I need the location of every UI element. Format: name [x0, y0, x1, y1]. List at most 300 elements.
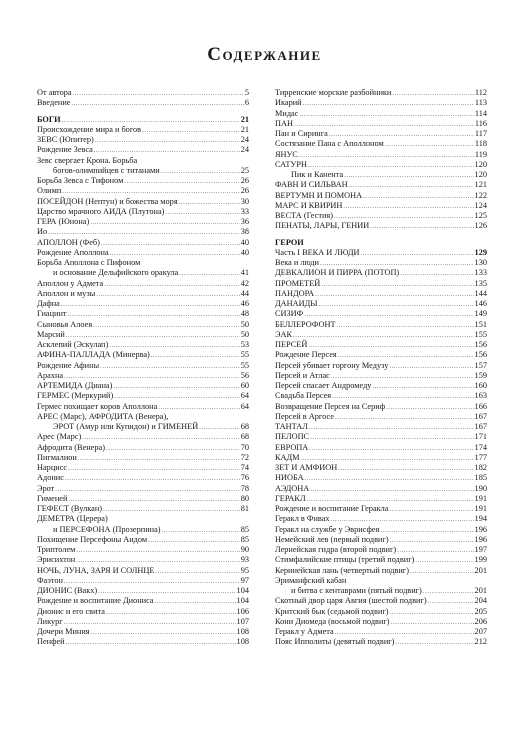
toc-entry [275, 443, 487, 453]
dot-leader [321, 280, 473, 290]
dot-leader [65, 474, 240, 484]
toc-entry-title: КАДМ [275, 452, 300, 462]
toc-entry-title: ЕВРОПА [275, 442, 309, 452]
toc-entry-title: ПЕРСЕЙ [275, 340, 308, 349]
toc-entry [37, 145, 249, 155]
toc-entry [37, 422, 249, 432]
toc-entry-title: Пик и Канента [291, 170, 344, 179]
toc-entry [275, 350, 487, 360]
toc-entry-page: 171 [474, 432, 487, 442]
toc-entry-page: 122 [474, 190, 487, 200]
toc-entry [275, 191, 487, 201]
toc-entry-page: 182 [474, 463, 487, 472]
toc-entry-page: 64 [240, 391, 249, 401]
toc-entry [37, 484, 249, 494]
dot-leader [386, 403, 473, 413]
toc-entry-page: 104 [236, 586, 249, 595]
toc-entry-title: Борьба Аполлона с Пифоном [37, 258, 141, 267]
toc-entry-title: Тирренские морские разбойники [275, 88, 392, 97]
toc-entry [275, 180, 487, 190]
dot-leader [343, 202, 473, 212]
toc-entry [37, 279, 249, 289]
toc-entry-title: Состязание Пана с Аполлоном [275, 139, 384, 149]
toc-entry-title: Лернейская гидра (второй подвиг) [275, 545, 397, 554]
toc-entry-page: 207 [474, 627, 487, 636]
toc-entry-title: ГЕРМЕС (Меркурий) [37, 391, 114, 401]
toc-entry [37, 258, 249, 268]
dot-leader [106, 608, 236, 618]
toc-entry-title: Дафна [37, 299, 60, 308]
toc-entry [275, 535, 487, 545]
toc-entry [37, 443, 249, 453]
toc-entry [275, 432, 487, 442]
toc-entry-page: 55 [240, 360, 249, 370]
toc-entry-title: и ПЕРСЕФОНА (Прозерпина) [53, 524, 161, 534]
toc-entry-page: 129 [474, 247, 487, 257]
toc-entry-title: АФИНА-ПАЛЛАДА (Минерва) [37, 350, 150, 360]
toc-entry-title: Геракл в Фивах [275, 514, 330, 524]
dot-leader [385, 140, 474, 150]
toc-entry [275, 268, 487, 278]
toc-entry-title: МАРС И КВИРИН [275, 200, 343, 210]
toc-entry [37, 504, 249, 514]
dot-leader [158, 403, 239, 413]
toc-entry [37, 176, 249, 186]
toc-entry-page: 44 [240, 288, 249, 298]
toc-entry-title: Пенфей [37, 637, 65, 647]
toc-entry-page: 30 [240, 196, 249, 206]
toc-entry-page: 41 [240, 268, 249, 278]
toc-entry-page: 112 [474, 88, 487, 97]
toc-entry-title: Керинейская лань (четвертый подвиг) [275, 565, 409, 575]
dot-leader [309, 444, 473, 454]
toc-entry-page: 204 [474, 596, 487, 606]
dot-leader [78, 454, 240, 464]
toc-entry-title: Рождение Зевса [37, 145, 93, 155]
toc-entry-page: 155 [474, 329, 487, 339]
toc-entry-title: АПОЛЛОН (Феб) [37, 237, 100, 247]
dot-leader [155, 567, 239, 577]
toc-entry [275, 555, 487, 565]
toc-entry-page: 124 [474, 200, 487, 210]
toc-entry-title: ЭРОТ (Амур или Купидон) и ГИМЕНЕЙ [53, 422, 199, 431]
toc-entry [275, 607, 487, 617]
toc-entry-title: Персей спасает Андромеду [275, 381, 372, 390]
toc-entry-page: 26 [240, 176, 249, 185]
dot-leader [363, 192, 473, 202]
toc-entry [37, 525, 249, 535]
toc-entry-title: Века и люди [275, 258, 319, 267]
toc-entry-page: 177 [474, 452, 487, 462]
toc-entry-page: 144 [474, 288, 487, 298]
toc-right-column [275, 88, 487, 648]
toc-entry-page: 191 [474, 504, 487, 513]
toc-entry-title: Аполлон и музы [37, 288, 96, 298]
dot-leader [148, 536, 240, 546]
toc-entry [37, 463, 249, 473]
dot-leader [179, 198, 240, 208]
dot-leader [155, 597, 236, 607]
dot-leader [410, 567, 474, 577]
toc-entry [275, 637, 487, 647]
dot-leader [76, 546, 239, 556]
toc-entry-title: ВЕРТУМН И ПОМОНА [275, 190, 363, 200]
toc-entry-title: ПАНДОРА [275, 288, 315, 298]
toc-entry [37, 156, 249, 166]
toc-entry-page: 72 [240, 452, 249, 462]
toc-entry-page: 201 [474, 565, 487, 575]
toc-entry-page: 205 [474, 606, 487, 616]
toc-entry-title: ПРОМЕТЕЙ [275, 278, 321, 288]
toc-entry-page: 190 [474, 483, 487, 493]
toc-entry [275, 566, 487, 576]
dot-leader [96, 290, 240, 300]
toc-entry-page: 199 [474, 555, 487, 565]
dot-leader [299, 151, 474, 161]
toc-entry-page: 212 [474, 637, 487, 647]
toc-entry-page: 121 [474, 180, 487, 190]
toc-entry [37, 125, 249, 135]
toc-entry [37, 340, 249, 350]
toc-entry-title: Персей и Атлас [275, 370, 330, 380]
toc-entry [37, 432, 249, 442]
toc-entry [37, 494, 249, 504]
toc-entry [275, 160, 487, 170]
toc-entry-title: ГЕРАКЛ [275, 493, 306, 503]
toc-entry-title: Афродита (Венера) [37, 442, 105, 452]
dot-leader [199, 423, 240, 433]
toc-entry [275, 422, 487, 432]
toc-entry-title: АРЕС (Марс), АФРОДИТА (Венера), [37, 411, 169, 421]
toc-entry-title: Зевс свергает Крона. Борьба [37, 155, 138, 165]
dot-leader [66, 638, 236, 648]
toc-entry [275, 617, 487, 627]
toc-entry [275, 109, 487, 119]
toc-entry-title: БЕЛЛЕРОФОНТ [275, 319, 336, 329]
dot-leader [68, 464, 240, 474]
toc-entry [37, 227, 249, 237]
toc-entry-title: ПЕЛОПС [275, 432, 310, 442]
toc-entry-page: 167 [474, 411, 487, 421]
toc-entry-title: Триптолем [37, 545, 76, 554]
toc-entry-title: и основание Дельфийского оракула [53, 268, 179, 278]
toc-entry-title: ДЕВКАЛИОН И ПИРРА (ПОТОП) [275, 268, 400, 278]
toc-entry [37, 412, 249, 422]
dot-leader [390, 505, 474, 515]
toc-entry-title: ПОСЕЙДОН (Нептун) и божества моря [37, 196, 178, 206]
toc-entry-page: 151 [474, 319, 487, 329]
toc-entry-title: Геракл на службе у Эврисфея [275, 524, 380, 534]
toc-entry [275, 627, 487, 637]
dot-leader [335, 413, 474, 423]
toc-entry-title: Стимфалийские птицы (третий подвиг) [275, 555, 415, 565]
toc-entry [275, 361, 487, 371]
toc-entry-page: 163 [474, 391, 487, 401]
toc-entry [275, 412, 487, 422]
toc-entry-title: Адонис [37, 473, 64, 483]
dot-leader [71, 99, 243, 109]
toc-entry-page: 56 [240, 370, 249, 380]
toc-entry-title: Скотный двор царя Авгия (шестой подвиг) [275, 596, 427, 606]
dot-leader [319, 300, 474, 310]
toc-entry-title: НОЧЬ, ЛУНА, ЗАРЯ И СОЛНЦЕ [37, 565, 155, 575]
toc-entry-page: 185 [474, 473, 487, 483]
toc-entry-title: ФАВН И СИЛЬВАН [275, 180, 348, 190]
toc-entry-page: 40 [240, 247, 249, 257]
toc-entry [275, 201, 487, 211]
toc-entry-page: 74 [240, 463, 249, 472]
dot-leader [165, 208, 239, 218]
toc-entry [275, 484, 487, 494]
toc-entry-title: АРТЕМИДА (Диана) [37, 381, 113, 390]
dot-leader [179, 269, 239, 279]
toc-entry-page: 95 [240, 565, 249, 575]
dot-leader [100, 362, 240, 372]
toc-entry [275, 586, 487, 596]
dot-leader [389, 362, 473, 372]
toc-entry-title: ГЕФЕСТ (Вулкан) [37, 504, 103, 513]
toc-entry [37, 268, 249, 278]
toc-entry [37, 320, 249, 330]
toc-entry [37, 545, 249, 555]
toc-entry-title: ПАН [275, 118, 293, 128]
toc-entry [37, 453, 249, 463]
toc-entry-title: Асклепий (Эскулап) [37, 340, 109, 349]
toc-entry-title: Аполлон у Адмета [37, 278, 104, 288]
toc-entry-page: 55 [240, 350, 249, 360]
dot-leader [390, 536, 474, 546]
toc-entry-page: 125 [474, 211, 487, 220]
toc-entry-title: Персей убивает горгону Медузу [275, 360, 389, 370]
toc-entry [37, 391, 249, 401]
toc-entry [275, 504, 487, 514]
toc-entry-title: богов-олимпийцев с титанами [53, 165, 160, 175]
dot-leader [162, 526, 240, 536]
toc-entry-page: 159 [474, 370, 487, 380]
dot-leader [370, 222, 473, 232]
toc-entry-page: 120 [474, 159, 487, 169]
toc-entry [37, 207, 249, 217]
toc-entry [275, 88, 487, 98]
dot-leader [101, 239, 240, 249]
toc-entry-title: Марсий [37, 329, 65, 339]
toc-entry [37, 586, 249, 596]
toc-entry-page: 201 [474, 586, 487, 595]
toc-entry-page: 93 [240, 555, 249, 565]
toc-entry-title: Гиацинт [37, 309, 67, 319]
toc-entry [37, 576, 249, 586]
toc-entry [37, 217, 249, 227]
toc-entry-page: 119 [474, 149, 487, 159]
toc-entry-title: Арахна [37, 370, 64, 380]
toc-entry-page: 135 [474, 278, 487, 288]
toc-entry-title: Гименей [37, 493, 68, 503]
toc-entry-page: 114 [474, 108, 487, 118]
toc-entry-page: 130 [474, 258, 487, 267]
dot-leader [161, 167, 240, 177]
dot-leader [82, 433, 240, 443]
toc-entry-page: 21 [240, 114, 249, 124]
toc-entry-page: 26 [240, 186, 249, 196]
toc-entry-page: 70 [240, 442, 249, 452]
toc-entry-page: 126 [474, 221, 487, 231]
toc-entry [37, 88, 249, 98]
dot-leader [372, 382, 473, 392]
dot-leader [55, 485, 239, 495]
toc-entry-page: 33 [240, 206, 249, 216]
dot-leader [293, 331, 474, 341]
toc-entry-title: Геракл у Адмета [275, 627, 334, 636]
toc-entry-title: Происхождение мира и богов [37, 124, 142, 134]
toc-entry-page: 196 [474, 524, 487, 534]
toc-entry-page: 156 [474, 350, 487, 360]
toc-entry [275, 98, 487, 108]
dot-leader [390, 608, 474, 618]
toc-entry-page: 108 [236, 627, 249, 636]
toc-entry-page: 117 [474, 129, 487, 138]
toc-entry-page: 50 [240, 319, 249, 329]
toc-entry [37, 330, 249, 340]
toc-entry-title: Эрот [37, 483, 55, 493]
toc-entry-page: 118 [474, 139, 487, 149]
toc-entry-title: Эрисихтон [37, 555, 76, 565]
toc-entry-title: Введение [37, 98, 71, 108]
toc-entry [275, 238, 487, 248]
toc-entry [275, 221, 487, 231]
toc-entry [37, 371, 249, 381]
toc-entry [37, 555, 249, 565]
toc-entry-title: Рождение и воспитание Геракла [275, 504, 389, 513]
dot-leader [95, 136, 240, 146]
dot-leader [305, 474, 474, 484]
toc-entry-title: БОГИ [37, 114, 61, 124]
dot-leader [68, 310, 240, 320]
toc-left-column [37, 88, 249, 648]
dot-leader [392, 89, 474, 99]
toc-entry [37, 402, 249, 412]
toc-entry [275, 139, 487, 149]
toc-entry-title: Пояс Ипполиты (девятый подвиг) [275, 637, 395, 647]
toc-entry-page: 48 [240, 309, 249, 319]
dot-leader [124, 177, 239, 187]
toc-entry-page: 97 [240, 575, 249, 585]
toc-entry-page: 60 [240, 381, 249, 390]
toc-entry [37, 627, 249, 637]
toc-entry [37, 381, 249, 391]
toc-entry-title: Пан и Сиринга [275, 129, 328, 138]
toc-entry-page: 197 [474, 545, 487, 554]
dot-leader [113, 382, 239, 392]
toc-entry-title: Царство мрачного АИДА (Плутона) [37, 206, 165, 216]
dot-leader [344, 171, 473, 181]
toc-entry [37, 135, 249, 145]
toc-entry-title: Ио [37, 227, 48, 237]
dot-leader [423, 587, 474, 597]
toc-entry [275, 211, 487, 221]
toc-entry-page: 90 [240, 545, 249, 554]
toc-entry-page: 85 [240, 534, 249, 544]
toc-entry-title: ЯНУС [275, 149, 298, 159]
toc-entry-page: 108 [236, 637, 249, 647]
toc-entry-title: Гермес похищает коров Аполлона [37, 401, 158, 411]
toc-entry [37, 197, 249, 207]
toc-entry [275, 248, 487, 258]
dot-leader [338, 464, 473, 474]
toc-entry-title: ЗЕВС (Юпитер) [37, 135, 94, 144]
toc-entry [275, 463, 487, 473]
toc-entry [37, 238, 249, 248]
toc-entry-page: 68 [240, 422, 249, 431]
dot-leader [104, 280, 240, 290]
toc-entry [37, 299, 249, 309]
dot-leader [395, 638, 473, 648]
dot-leader [309, 423, 474, 433]
toc-entry-page: 36 [240, 217, 249, 226]
toc-entry [275, 289, 487, 299]
toc-entry [37, 166, 249, 176]
toc-entry-page: 76 [240, 473, 249, 483]
toc-entry [37, 637, 249, 647]
toc-entry [275, 391, 487, 401]
toc-entry-title: Рождение Персея [275, 350, 337, 360]
toc-entry [37, 566, 249, 576]
toc-entry [275, 453, 487, 463]
dot-leader [151, 351, 240, 361]
dot-leader [310, 433, 473, 443]
toc-entry [275, 320, 487, 330]
dot-leader [310, 485, 473, 495]
toc-entry-page: 156 [474, 340, 487, 349]
dot-leader [103, 505, 240, 515]
dot-leader [415, 556, 473, 566]
toc-entry-page: 40 [240, 237, 249, 247]
toc-entry-title: От автора [37, 88, 72, 97]
toc-entry-page: 46 [240, 299, 249, 308]
toc-entry [37, 98, 249, 108]
toc-entry [275, 473, 487, 483]
toc-entry [37, 607, 249, 617]
dot-leader [337, 321, 474, 331]
toc-entry-title: Рождение Афины [37, 360, 100, 370]
toc-entry-title: Олимп [37, 186, 62, 196]
toc-entry-page: 160 [474, 381, 487, 390]
toc-entry [275, 330, 487, 340]
toc-entry [37, 350, 249, 360]
toc-entry-title: Рождение и воспитание Диониса [37, 596, 154, 606]
dot-leader [400, 269, 473, 279]
toc-entry-title: Арес (Марс) [37, 432, 82, 442]
toc-entry-page: 85 [240, 524, 249, 534]
toc-entry [275, 170, 487, 180]
toc-entry-page: 50 [240, 329, 249, 339]
toc-entry [275, 596, 487, 606]
toc-entry-page: 5 [244, 88, 249, 97]
toc-entry [275, 119, 487, 129]
toc-entry-title: Эриманфский кабан [275, 575, 347, 585]
toc-entry [275, 545, 487, 555]
toc-entry [275, 494, 487, 504]
toc-entry-page: 149 [474, 309, 487, 319]
toc-entry-page: 106 [236, 606, 249, 616]
toc-entry [37, 309, 249, 319]
toc-entry [37, 535, 249, 545]
toc-entry-title: ДАНАИДЫ [275, 299, 318, 308]
toc-entry [275, 371, 487, 381]
toc-entry-title: АЭДОНА [275, 483, 310, 493]
toc-entry [275, 258, 487, 268]
toc-entry-title: Свадьба Персея [275, 391, 332, 401]
toc-entry-page: 25 [240, 165, 249, 175]
